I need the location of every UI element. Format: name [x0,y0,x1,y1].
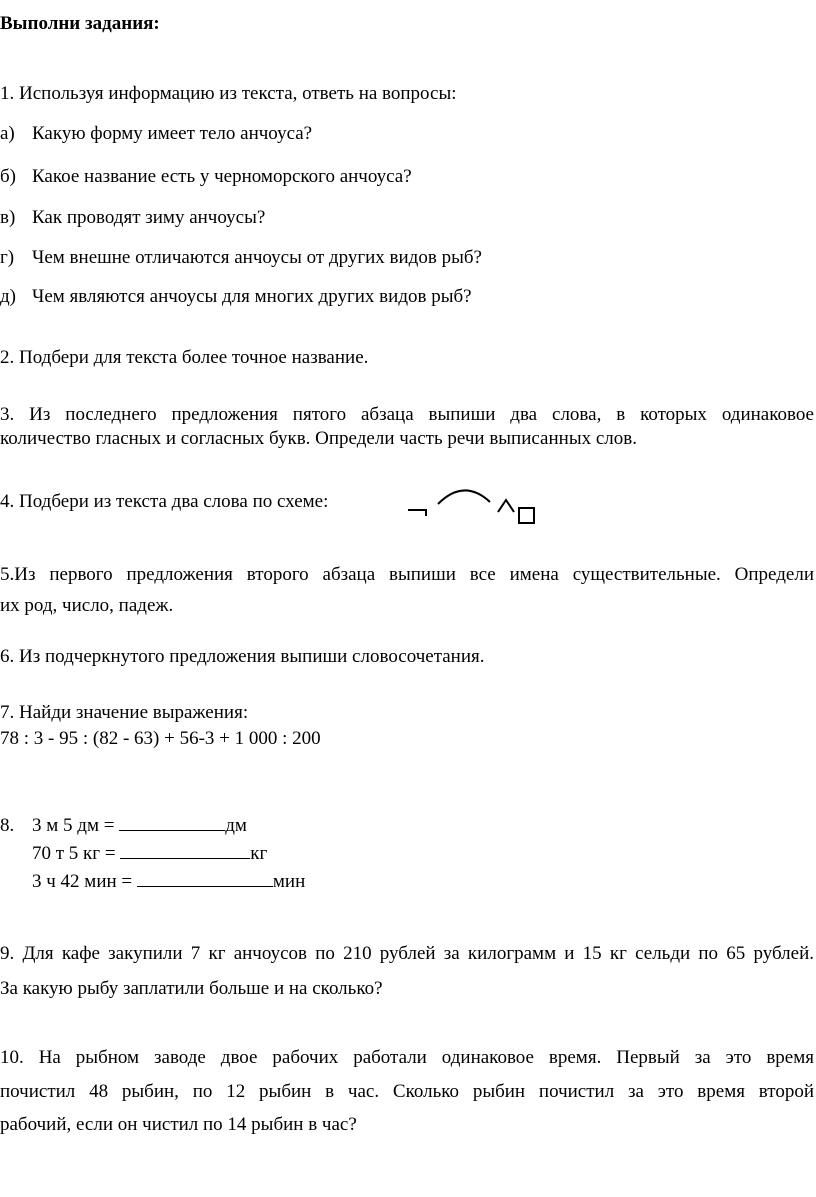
question-letter: г) [0,247,15,268]
task-3-line-1: 3. Из последнего предложения пятого абзаца выпиши два слова, в которых одинаковое [0,404,814,425]
task-8-row-1 [0,812,247,838]
answer-blank[interactable] [119,812,225,831]
task-9-line-1: 9. Для кафе закупили 7 кг анчоусов по 210 рублей за килограмм и 15 кг сельди по 65 рублей. [0,943,814,964]
conversion-left: 3 м 5 дм = [32,815,120,836]
task-1-question-e [0,285,472,309]
word-structure-scheme [404,484,544,528]
task-8-number: 8. [0,815,15,836]
conversion-left: 70 т 5 кг = [32,843,121,864]
answer-blank[interactable] [137,868,273,887]
question-letter: а) [0,123,15,144]
answer-blank[interactable] [120,840,250,859]
ending-square [519,508,534,523]
task-8-row-3 [0,868,305,894]
question-letter: б) [0,166,16,187]
task-1-question-a [0,122,312,146]
conversion-unit: мин [272,871,306,892]
root-arc [438,490,490,504]
task-1-intro: 1. Используя информацию из текста, ответь на вопросы: [0,83,457,104]
task-4: 4. Подбери из текста два слова по схеме: [0,491,329,512]
question-letter: д) [0,286,16,307]
question-text: Чем являются анчоусы для многих других видов рыб? [32,286,472,307]
suffix-caret [498,500,514,512]
task-10-line-2: почистил 48 рыбин, по 12 рыбин в час. Сколько рыбин почистил за это время второй [0,1081,814,1102]
prefix-mark [408,510,426,516]
task-5-line-2: их род, число, падеж. [0,595,174,616]
task-7-intro: 7. Найди значение выражения: [0,702,249,723]
task-5-line-1: 5.Из первого предложения второго абзаца выпиши все имена существительные. Определи [0,564,814,585]
conversion-unit: дм [225,815,247,836]
conversion-unit: кг [250,843,268,864]
question-text: Какое название есть у черноморского анчоуса? [32,166,412,187]
task-6: 6. Из подчеркнутого предложения выпиши словосочетания. [0,646,485,667]
task-7-expression: 78 : 3 - 95 : (82 - 63) + 56-3 + 1 000 : 200 [0,728,321,749]
conversion-left: 3 ч 42 мин = [32,871,137,892]
task-8-row-2 [0,840,267,866]
task-3-line-2: количество гласных и согласных букв. Определи часть речи выписанных слов. [0,428,637,449]
question-text: Как проводят зиму анчоусы? [32,207,266,228]
task-1-question-d [0,246,482,270]
question-letter: в) [0,207,16,228]
task-1-question-c [0,206,265,230]
task-9-line-2: За какую рыбу заплатили больше и на сколько? [0,978,383,999]
question-text: Какую форму имеет тело анчоуса? [32,123,313,144]
task-2: 2. Подбери для текста более точное название. [0,347,369,368]
task-10-line-3: рабочий, если он чистил по 14 рыбин в час? [0,1114,357,1135]
task-1-question-b [0,165,412,189]
question-text: Чем внешне отличаются анчоусы от других видов рыб? [32,247,482,268]
worksheet-title: Выполни задания: [0,13,160,34]
task-10-line-1: 10. На рыбном заводе двое рабочих работали одинаковое время. Первый за это время [0,1047,814,1068]
